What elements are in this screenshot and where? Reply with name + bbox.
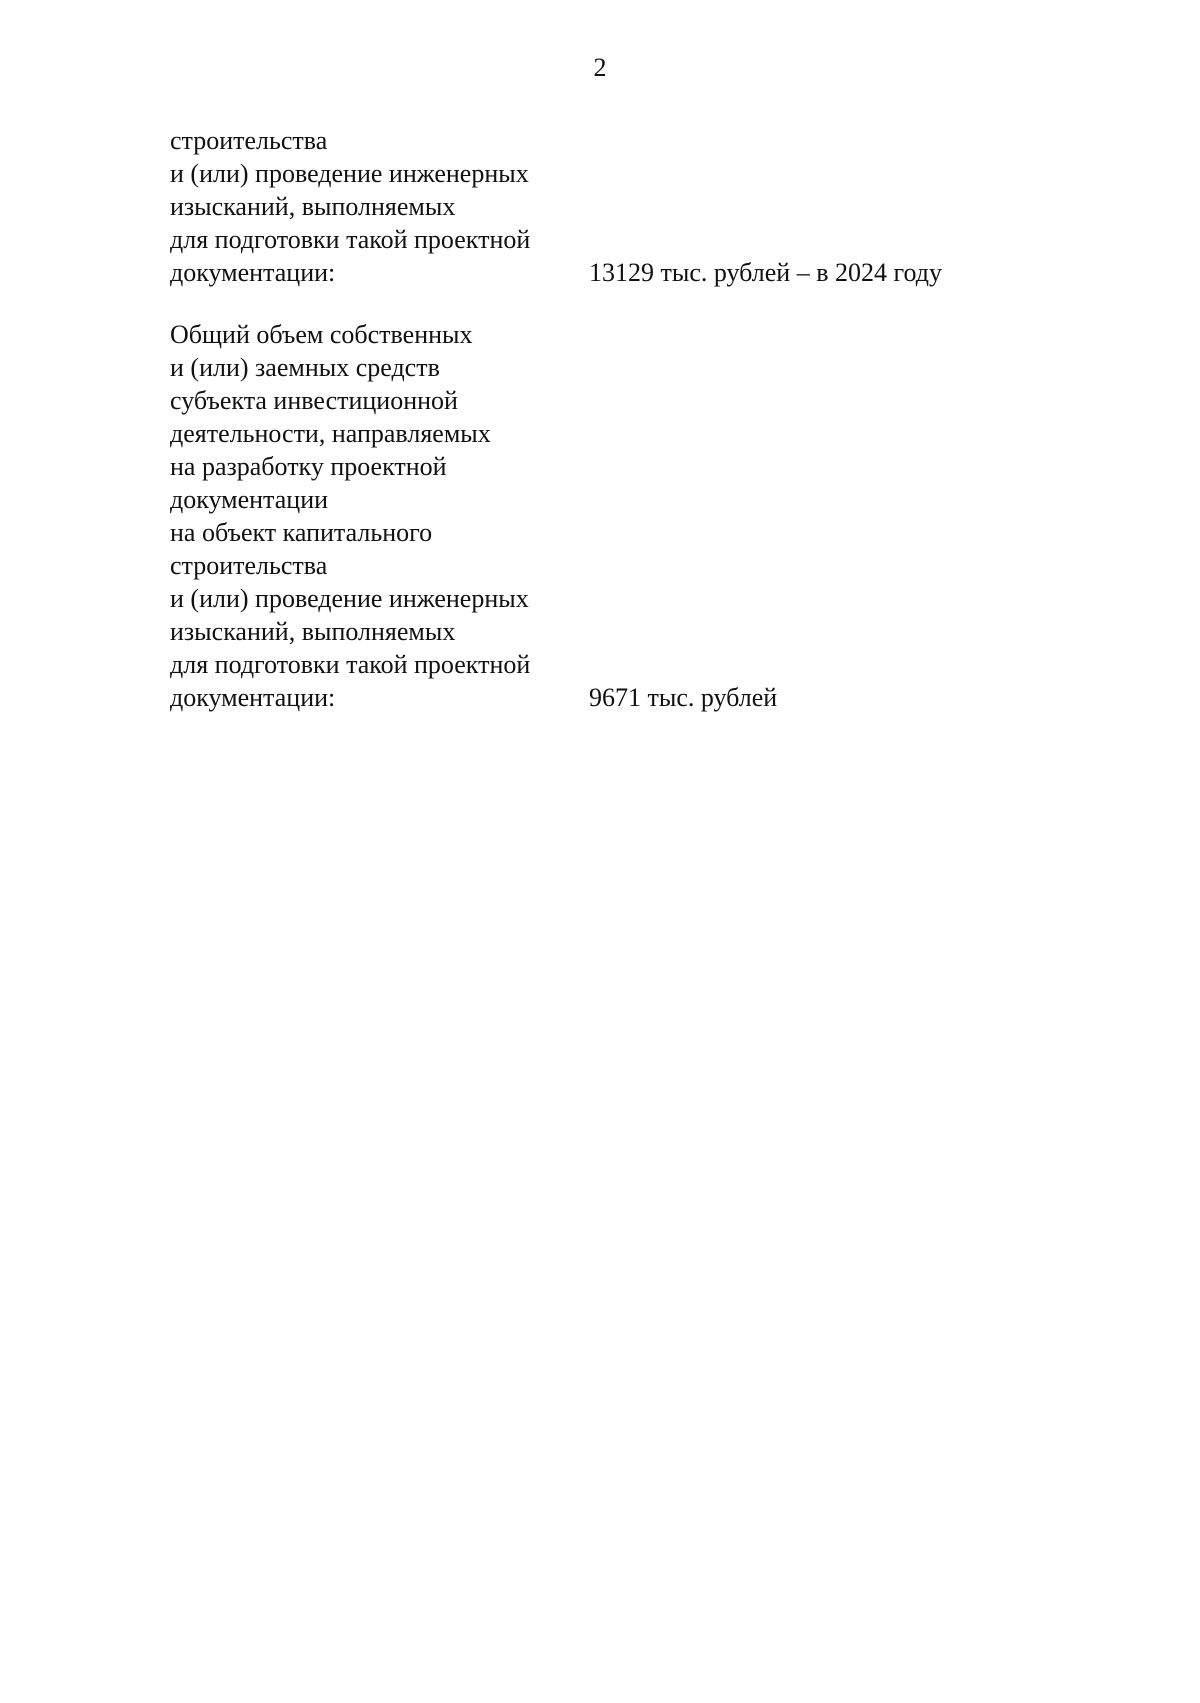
funding-block-design-documentation	[170, 124, 1030, 289]
label-line: на разработку проектной	[170, 452, 447, 481]
label-line: документации	[170, 485, 329, 514]
label-line: изысканий, выполняемых	[170, 192, 456, 221]
label-line: Общий объем собственных	[170, 320, 473, 349]
funding-value: 9671 тыс. рублей	[589, 683, 778, 712]
label-line: документации:	[170, 683, 336, 712]
label-line: изысканий, выполняемых	[170, 617, 456, 646]
label-line: документации:	[170, 258, 336, 287]
label-line: и (или) заемных средств	[170, 353, 440, 382]
funding-block-own-borrowed-funds	[170, 318, 1030, 714]
label-line: для подготовки такой проектной	[170, 225, 531, 254]
label-line: для подготовки такой проектной	[170, 650, 531, 679]
funding-value: 13129 тыс. рублей – в 2024 году	[589, 258, 942, 287]
label-line: субъекта инвестиционной	[170, 386, 458, 415]
label-line: и (или) проведение инженерных	[170, 159, 529, 188]
label-line: строительства	[170, 126, 328, 155]
label-line: на объект капитального	[170, 518, 433, 547]
label-line: деятельности, направляемых	[170, 419, 491, 448]
page-number: 2	[593, 53, 607, 82]
label-line: строительства	[170, 551, 328, 580]
label-line: и (или) проведение инженерных	[170, 584, 529, 613]
